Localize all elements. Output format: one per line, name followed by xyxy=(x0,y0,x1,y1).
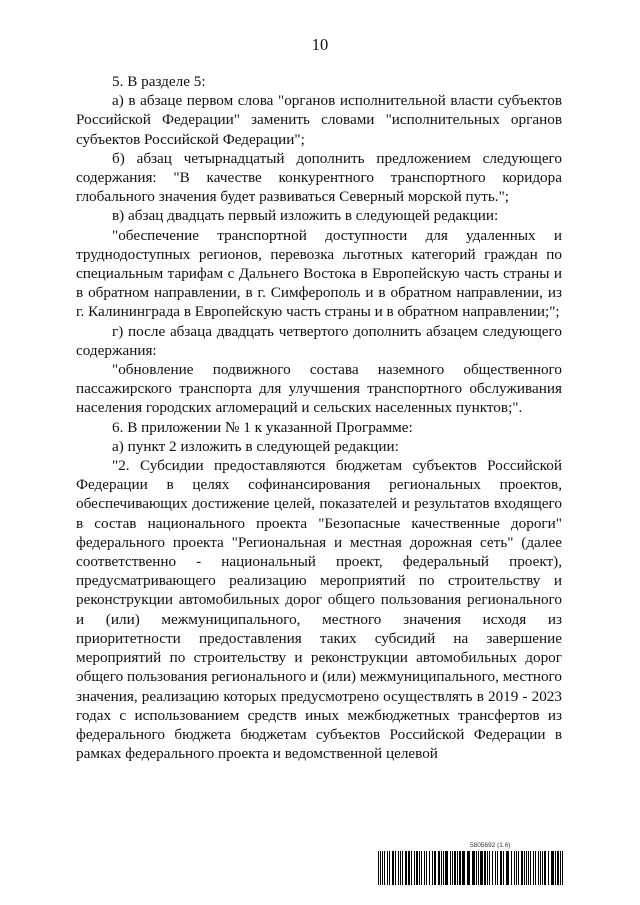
barcode-image xyxy=(378,851,564,885)
paragraph-item-v: в) абзац двадцать первый изложить в следующей редакции: xyxy=(112,207,499,225)
paragraph-item-a-point-2: а) пункт 2 изложить в следующей редакции: xyxy=(112,437,399,455)
paragraph-item-g: г) после абзаца двадцать четвертого дополнить абзацем следующего содержания: xyxy=(76,322,562,359)
page-number: 10 xyxy=(311,35,329,54)
paragraph-item-b: б) абзац четырнадцатый дополнить предложением следующего содержания: "В качестве конкурентного транспортного коридора глобального значения будет развиваться Северный морской путь."; xyxy=(76,149,562,206)
paragraph-section-6-heading: 6. В приложении № 1 к указанной Программе: xyxy=(112,418,413,436)
document-body xyxy=(76,72,562,763)
paragraph-quote-transport-access: "обеспечение транспортной доступности для удаленных и труднодоступных регионов, перевозка льготных категорий граждан по специальным тарифам с Дальнего Востока в Европейскую часть страны и в обратном направлении, в г. Симферополь и в обратном направлении, из г. Калининграда в Европейскую часть страны и в обратном направлении;"; xyxy=(76,226,562,321)
paragraph-item-a: а) в абзаце первом слова "органов исполнительной власти субъектов Российской Федерации" заменить словами "исполнительных органов субъектов Российской Федерации"; xyxy=(76,92,562,148)
document-code: 5805692 (1.6) xyxy=(470,842,511,849)
paragraph-section-5-heading: 5. В разделе 5: xyxy=(112,73,206,90)
paragraph-quote-rolling-stock: "обновление подвижного состава наземного общественного пассажирского транспорта для улучшения транспортного обслуживания населения городских агломераций и сельских населенных пунктов;". xyxy=(76,361,562,417)
paragraph-quote-subsidies: "2. Субсидии предоставляются бюджетам субъектов Российской Федерации в целях софинансирования региональных проектов, обеспечивающих достижение целей, показателей и результатов входящего в состав национального проекта "Безопасные качественные дороги" федерального проекта "Региональная и местная дорожная сеть" (далее соответственно - национальный проект, федеральный проект), предусматривающего реализацию мероприятий по строительству и реконструкции автомобильных дорог общего пользования регионального и (или) межмуниципального, местного значения исходя из приоритетности предоставления таких субсидий на завершение мероприятий по строительству и реконструкции автомобильных дорог общего пользования регионального и (или) межмуниципального, местного значения, реализацию которых предусмотрено осуществлять в 2019 - 2023 годах с использованием средств иных межбюджетных трансфертов из федерального бюджета бюджетам субъектов Российской Федерации в рамках федерального проекта и ведомственной целевой xyxy=(76,457,562,763)
